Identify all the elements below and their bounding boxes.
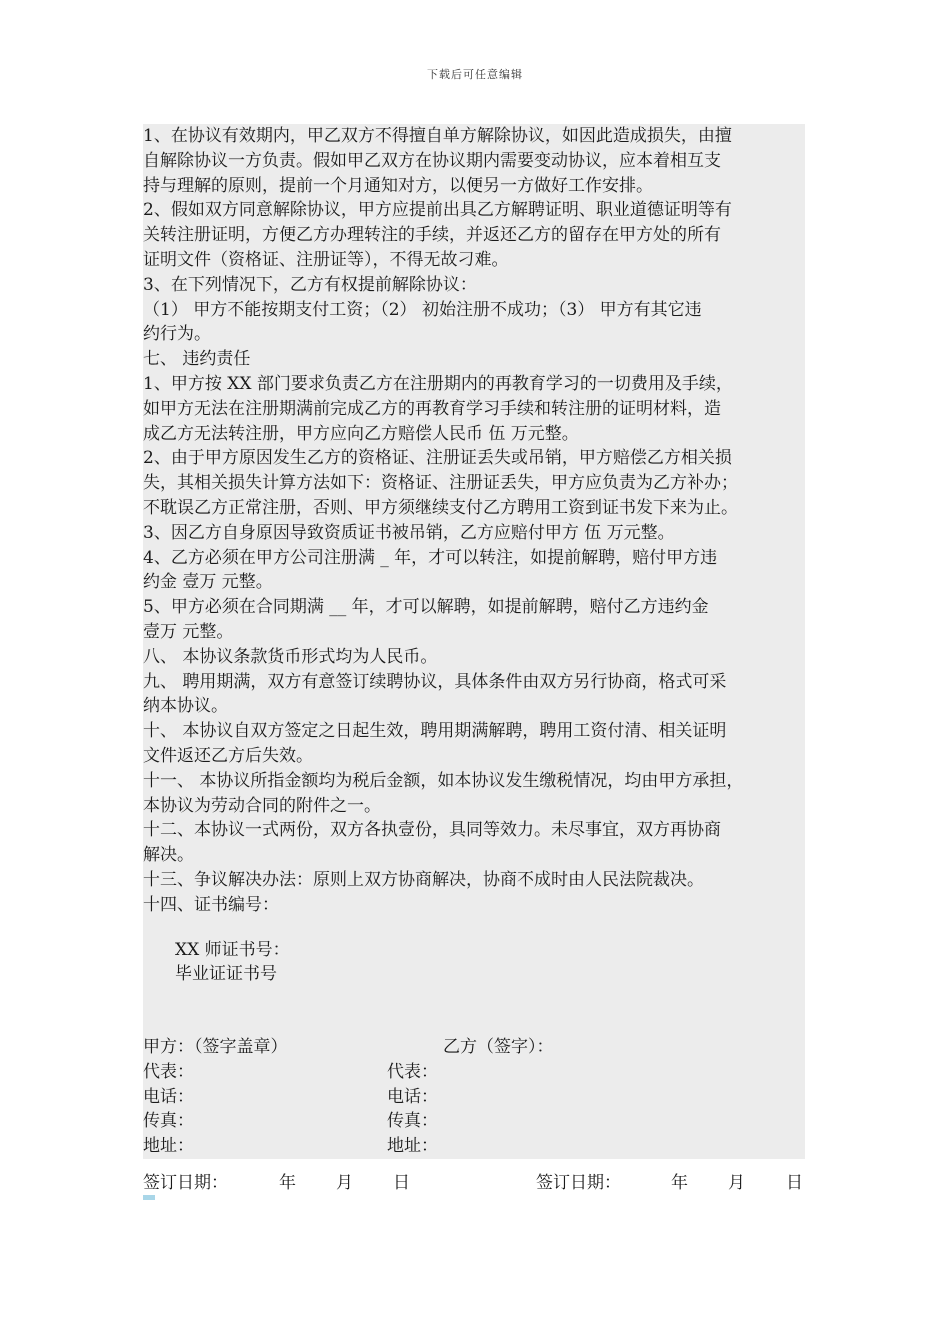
agreement-line: 约行为。 [143,324,211,345]
fax-row [143,1109,805,1134]
agreement-line: 3、因乙方自身原因导致资质证书被吊销，乙方应赔付甲方 伍 万元整。 [143,522,675,543]
agreement-line: 纳本协议。 [143,696,228,717]
agreement-line: 十二、本协议一式两份，双方各执壹份，具同等效力。未尽事宜，双方再协商 [143,820,721,841]
agreement-line: 约金 壹万 元整。 [143,572,273,593]
agreement-line: 持与理解的原则，提前一个月通知对方，以便另一方做好工作安排。 [143,175,653,196]
agreement-line: 关转注册证明，方便乙方办理转注的手续，并返还乙方的留存在甲方处的所有 [143,225,721,246]
agreement-line: 1、甲方按 XX 部门要求负责乙方在注册期内的再教育学习的一切费用及手续， [143,373,733,394]
address-row [143,1134,805,1159]
agreement-line: 2、假如双方同意解除协议，甲方应提前出具乙方解聘证明、职业道德证明等有 [143,200,732,221]
party-b-address-label: 地址： [387,1136,438,1157]
party-a-fax-label: 传真： [143,1111,194,1132]
party-a-address-label: 地址： [143,1136,194,1157]
agreement-line: 4、乙方必须在甲方公司注册满 _ 年，才可以转注，如提前解聘，赔付甲方违 [143,547,718,568]
spacer [143,918,805,938]
agreement-line: 八、 本协议条款货币形式均为人民币。 [143,646,438,667]
agreement-line: 十、 本协议自双方签定之日起生效，聘用期满解聘，聘用工资付清、相关证明 [143,721,727,742]
page-header: 下载后可任意编辑 [427,68,523,81]
party-b-day-label: 日 [786,1173,803,1193]
agreement-line: 十一、 本协议所指金额均为税后金额，如本协议发生缴税情况，均由甲方承担， [143,770,744,791]
representative-row [143,1060,805,1085]
agreement-line: 十三、争议解决办法：原则上双方协商解决，协商不成时由人民法院裁决。 [143,869,704,890]
agreement-line: 九、 聘用期满，双方有意签订续聘协议，具体条件由双方另行协商，格式可采 [143,671,727,692]
agreement-line: 解决。 [143,845,194,866]
telephone-row [143,1085,805,1110]
agreement-line: 不耽误乙方正常注册，否则、甲方须继续支付乙方聘用工资到证书发下来为止。 [143,497,738,518]
text-cursor-marker [143,1195,155,1200]
party-a-month-label: 月 [336,1173,353,1193]
agreement-line: 证明文件（资格证、注册证等），不得无故刁难。 [143,249,509,270]
agreement-line: 5、甲方必须在合同期满 __ 年，才可以解聘，如提前解聘，赔付乙方违约金 [143,597,709,618]
agreement-line: 1、在协议有效期内，甲乙双方不得擅自单方解除协议，如因此造成损失，由擅 [143,126,732,146]
agreement-body [143,124,805,1159]
agreement-line: 失，其相关损失计算方法如下：资格证、注册证丢失，甲方应负责为乙方补办； [143,473,738,494]
agreement-line: 自解除协议一方负责。假如甲乙双方在协议期内需要变动协议，应本着相互支 [143,150,721,171]
xx-certificate-number-label: XX 师证书号： [175,939,290,960]
party-a-year-label: 年 [279,1173,296,1193]
party-a-signature-label: 甲方：（签字盖章） [143,1037,288,1058]
party-b-telephone-label: 电话： [387,1086,438,1107]
party-b-date-label: 签订日期： [536,1173,621,1193]
agreement-line: 3、在下列情况下，乙方有权提前解除协议： [143,274,477,295]
party-a-representative-label: 代表： [143,1061,194,1082]
agreement-line: 本协议为劳动合同的附件之一。 [143,795,381,816]
party-b-year-label: 年 [671,1173,688,1193]
party-b-representative-label: 代表： [387,1061,438,1082]
party-b-month-label: 月 [728,1173,745,1193]
agreement-line: 文件返还乙方后失效。 [143,745,313,766]
party-b-fax-label: 传真： [387,1111,438,1132]
agreement-line: 2、由于甲方原因发生乙方的资格证、注册证丢失或吊销，甲方赔偿乙方相关损 [143,448,732,469]
party-b-signature-label: 乙方（签字）： [443,1037,554,1058]
agreement-line: 如甲方无法在注册期满前完成乙方的再教育学习手续和转注册的证明材料，造 [143,398,721,419]
agreement-lines [143,124,805,918]
graduation-certificate-number-label: 毕业证证书号 [175,964,277,985]
party-a-day-label: 日 [393,1173,410,1193]
signature-party-row [143,1035,805,1060]
agreement-line: 七、 违约责任 [143,349,251,370]
agreement-line: 成乙方无法转注册，甲方应向乙方赔偿人民币 伍 万元整。 [143,423,579,444]
agreement-line: 壹万 元整。 [143,621,234,642]
spacer [143,987,805,1035]
agreement-line: 十四、证书编号： [143,894,279,915]
agreement-line: （1） 甲方不能按期支付工资；（2） 初始注册不成功；（3） 甲方有其它违 [143,299,702,320]
party-a-telephone-label: 电话： [143,1086,194,1107]
party-a-date-label: 签订日期： [143,1173,228,1193]
signing-date-row [143,1170,823,1196]
